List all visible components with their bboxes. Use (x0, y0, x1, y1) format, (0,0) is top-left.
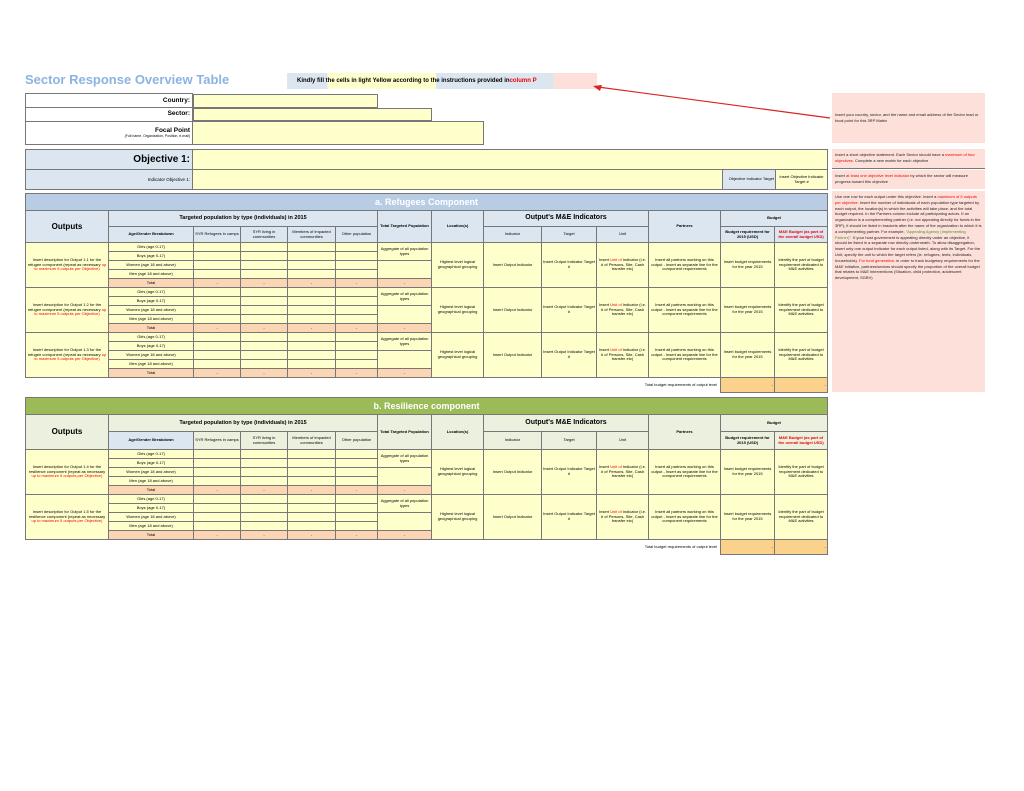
age-gender-label: Boys (age 0-17) (109, 342, 194, 351)
population-input[interactable] (288, 360, 336, 369)
population-input[interactable] (288, 468, 336, 477)
total-me-budget-value: - (775, 378, 828, 393)
population-type-header: SYR living in communities (241, 227, 288, 243)
population-input[interactable] (241, 360, 288, 369)
age-gender-label: Total (109, 486, 194, 495)
note-text-red: maximum of four objectives. (835, 152, 975, 163)
unit-text-red: Unit of (610, 508, 622, 514)
population-total: - (288, 531, 336, 540)
partners-header: Partners (649, 415, 721, 450)
age-gender-label: Men (age 18 and above) (109, 477, 194, 486)
population-input[interactable] (241, 351, 288, 360)
population-input[interactable] (288, 252, 336, 261)
population-type-header: Other population (336, 432, 378, 450)
population-input[interactable] (241, 252, 288, 261)
unit-input[interactable] (597, 288, 649, 333)
me-indicators-header: Output's M&E Indicators (484, 211, 649, 227)
unit-input[interactable] (597, 333, 649, 378)
total-population-cell: Aggregate of all population types (378, 333, 432, 351)
location-input[interactable]: Highest level logical geographical grouping (432, 450, 484, 495)
population-input[interactable] (241, 243, 288, 252)
population-input[interactable] (194, 351, 241, 360)
note-text: Insert the number of individuals of each population type targeted by each output, the location(s) in which the activities will take place, and the total budget required. In the Partners column include all participating actors. If an organization is a complementing partner (i.e. not appealing directly for funds in the 3RP), it should be listed in brackets after the name of the organization to which it is a complementing partner. For example, (835, 199, 982, 234)
age-gender-label: Women (age 18 and above) (109, 261, 194, 270)
output-description-note: up to maximum 5 outputs per Objective) (34, 351, 107, 362)
total-population-cell (378, 261, 432, 279)
table-row (26, 450, 828, 459)
population-total: - (336, 531, 378, 540)
population-input[interactable] (194, 333, 241, 342)
population-total: - (336, 324, 378, 333)
population-total: - (336, 369, 378, 378)
population-input[interactable] (241, 342, 288, 351)
population-input[interactable] (288, 459, 336, 468)
indicator-input[interactable]: Insert Output Indicator (484, 243, 542, 288)
population-input[interactable] (241, 450, 288, 459)
objective-target-input[interactable]: Insert Objective Indicator Target # (776, 170, 828, 190)
unit-text: Insert (599, 256, 611, 262)
indicator-input[interactable]: Insert Output Indicator (484, 288, 542, 333)
population-input[interactable] (336, 252, 378, 261)
population-total: - (241, 279, 288, 288)
objective-input[interactable] (193, 150, 828, 170)
me-budget-input[interactable]: Identify the part of budget requirement dedicated to M&E activities (775, 288, 828, 333)
age-gender-label: Men (age 18 and above) (109, 522, 194, 531)
note-header: Insert your country, sector, and the name and email address of the Sector lead or focal point for this 3RP Matrix (832, 93, 985, 143)
note-text: Complete a new matrix for each objective (853, 157, 929, 163)
age-gender-label: Women (age 18 and above) (109, 513, 194, 522)
population-input[interactable] (241, 468, 288, 477)
objective-table (25, 149, 828, 190)
budget-input[interactable]: Insert budget requirements for the year 2015 (721, 243, 775, 288)
population-type-header: SYR living in communities (241, 432, 288, 450)
population-input[interactable] (194, 252, 241, 261)
note-indicator (832, 170, 985, 189)
output-description[interactable] (26, 450, 109, 495)
age-gender-label: Boys (age 0-17) (109, 252, 194, 261)
me-budget-input[interactable]: Identify the part of budget requirement dedicated to M&E activities (775, 243, 828, 288)
instruction-banner (287, 73, 597, 89)
focal-point-label (26, 121, 193, 144)
resilience-component (25, 397, 828, 555)
note-outputs (832, 191, 985, 392)
country-input[interactable] (193, 94, 378, 108)
partners-input[interactable]: Insert all partners working on this output - Insert as separate line for the component requirements (649, 495, 721, 540)
objective-label: Objective 1: (26, 150, 193, 170)
unit-text: Insert (599, 301, 611, 307)
output-description[interactable] (26, 288, 109, 333)
location-input[interactable]: Highest level logical geographical grouping (432, 495, 484, 540)
population-input[interactable] (288, 450, 336, 459)
population-input[interactable] (288, 288, 336, 297)
population-input[interactable] (288, 495, 336, 504)
population-input[interactable] (194, 288, 241, 297)
target-header: Target (542, 227, 597, 243)
output-description-text: Insert description for Output 1.2 for the refugee component (repeat as necessary (27, 301, 102, 312)
population-input[interactable] (241, 504, 288, 513)
objective-target-label: Objective Indicator Target (723, 170, 776, 190)
total-budget-label: Total budget requirements of output level (644, 543, 717, 549)
population-input[interactable] (241, 522, 288, 531)
output-description-text: Insert description for Output 1.5 for the resilience component (repeat as necessary (28, 508, 106, 519)
partners-input[interactable]: Insert all partners working on this output - Insert as separate line for the component requirements (649, 288, 721, 333)
total-budget-label: Total budget requirements of output level (644, 381, 717, 387)
budget-header: Budget (721, 415, 828, 432)
population-input[interactable] (288, 270, 336, 279)
instruction-text: Kindly fill the cells in light Yellow according to the instructions provided in (297, 78, 510, 84)
unit-input[interactable] (597, 495, 649, 540)
population-total: - (336, 486, 378, 495)
age-gender-label: Women (age 18 and above) (109, 351, 194, 360)
total-budget-value: - (721, 540, 775, 555)
table-row (26, 495, 828, 504)
population-input[interactable] (336, 342, 378, 351)
indicator-input[interactable]: Insert Output Indicator (484, 333, 542, 378)
unit-text-red: Unit of (610, 256, 622, 262)
budget-header: Budget (721, 211, 828, 227)
focal-point-input[interactable] (193, 121, 484, 144)
unit-header: Unit (597, 432, 649, 450)
population-input[interactable] (288, 504, 336, 513)
age-gender-label: Girls (age 0-17) (109, 333, 194, 342)
age-gender-label: Total (109, 531, 194, 540)
population-input[interactable] (194, 513, 241, 522)
location-input[interactable]: Highest level logical geographical grouping (432, 288, 484, 333)
population-input[interactable] (194, 342, 241, 351)
total-population-cell: Aggregate of all population types (378, 495, 432, 513)
indicator-header: Indicator (484, 432, 542, 450)
population-input[interactable] (288, 477, 336, 486)
target-input[interactable]: Insert Output Indicator Target # (542, 288, 597, 333)
me-indicators-header: Output's M&E Indicators (484, 415, 649, 432)
note-text: by which the sector will measure progress toward this objective (835, 173, 968, 184)
budget-input[interactable]: Insert budget requirements for the year 2015 (721, 288, 775, 333)
population-total: - (194, 486, 241, 495)
population-input[interactable] (241, 333, 288, 342)
population-input[interactable] (194, 306, 241, 315)
header-form (25, 93, 484, 145)
partners-input[interactable]: Insert all partners working on this output - Insert as separate line for the component requirements (649, 243, 721, 288)
age-gender-header: Age/Gender Breakdown (109, 432, 194, 450)
population-input[interactable] (336, 243, 378, 252)
unit-text: Insert (599, 463, 611, 469)
population-input[interactable] (194, 504, 241, 513)
population-input[interactable] (336, 495, 378, 504)
age-gender-label: Girls (age 0-17) (109, 450, 194, 459)
population-input[interactable] (336, 315, 378, 324)
total-population-total: - (378, 531, 432, 540)
population-type-header: Members of impacted communities (288, 432, 336, 450)
population-input[interactable] (336, 333, 378, 342)
population-total: - (288, 369, 336, 378)
indicator-input[interactable]: Insert Output Indicator (484, 495, 542, 540)
population-total: - (336, 279, 378, 288)
targeted-population-header: Targeted population by type (individuals) in 2015 (109, 415, 378, 432)
output-description-text: Insert description for Output 1.4 for the resilience component (repeat as necessary (28, 463, 106, 474)
table-row (26, 333, 828, 342)
age-gender-label: Boys (age 0-17) (109, 504, 194, 513)
partners-input[interactable]: Insert all partners working on this output - Insert as separate line for the component requirements (649, 333, 721, 378)
component-table (25, 193, 828, 393)
age-gender-label: Women (age 18 and above) (109, 306, 194, 315)
population-total: - (241, 324, 288, 333)
population-input[interactable] (241, 459, 288, 468)
location-header: Location(s) (432, 211, 484, 243)
age-gender-label: Men (age 18 and above) (109, 270, 194, 279)
unit-text-red: Unit of (610, 463, 622, 469)
output-description-text: Insert description for Output 1.3 for the refugee component (repeat as necessary (27, 346, 102, 357)
note-text: Insert a short objective statement. Each Sector should have a (835, 152, 946, 157)
arrow-icon (590, 82, 835, 122)
total-population-cell: Aggregate of all population types (378, 450, 432, 468)
population-total: - (288, 486, 336, 495)
unit-text: Indicator (i.e. # of Persons, Site, Cash transfer etc) (600, 256, 646, 272)
total-population-cell: Aggregate of all population types (378, 243, 432, 261)
population-input[interactable] (194, 522, 241, 531)
population-input[interactable] (194, 243, 241, 252)
population-total: - (194, 324, 241, 333)
population-input[interactable] (241, 495, 288, 504)
instruction-highlight: column P (509, 78, 537, 84)
population-input[interactable] (194, 261, 241, 270)
component-title: a. Refugees Component (26, 194, 828, 211)
population-input[interactable] (194, 477, 241, 486)
population-input[interactable] (194, 360, 241, 369)
target-input[interactable]: Insert Output Indicator Target # (542, 450, 597, 495)
population-type-header: Other population (336, 227, 378, 243)
age-gender-label: Total (109, 324, 194, 333)
population-input[interactable] (336, 270, 378, 279)
total-population-header: Total Targeted Population (378, 211, 432, 243)
table-row (26, 288, 828, 297)
outputs-header: Outputs (26, 415, 109, 450)
unit-text: Insert (599, 508, 611, 514)
country-label: Country: (26, 94, 193, 108)
note-text-red: at least one objective level indicator (846, 173, 910, 178)
unit-text: Insert (599, 346, 611, 352)
note-objective (832, 149, 985, 169)
population-input[interactable] (288, 315, 336, 324)
sector-input[interactable] (193, 108, 432, 121)
population-type-header: SYR Refugees in camps (194, 432, 241, 450)
age-gender-label: Boys (age 0-17) (109, 459, 194, 468)
focal-point-subtitle: (Full name, Organization, Position, e-mail) (124, 134, 190, 139)
me-budget-header: M&E Budget (as part of the overall budget USD) (775, 227, 828, 243)
output-description-note: up to maximum 5 outputs per Objective) (34, 261, 107, 272)
population-input[interactable] (336, 459, 378, 468)
unit-header: Unit (597, 227, 649, 243)
note-text: Use one row for each output under this objective. Insert a (835, 194, 938, 199)
indicator-objective-input[interactable] (193, 170, 723, 190)
population-input[interactable] (241, 315, 288, 324)
total-budget-value: - (721, 378, 775, 393)
total-population-cell (378, 513, 432, 531)
note-text-red: For fund generation, (859, 257, 896, 263)
population-total: - (194, 369, 241, 378)
note-text-red: maximum of 5 outputs per objective. (835, 194, 977, 205)
targeted-population-header: Targeted population by type (individuals) in 2015 (109, 211, 378, 227)
population-input[interactable] (194, 468, 241, 477)
age-gender-label: Total (109, 279, 194, 288)
outputs-header: Outputs (26, 211, 109, 243)
refugees-component (25, 193, 828, 393)
population-input[interactable] (194, 270, 241, 279)
population-input[interactable] (194, 450, 241, 459)
population-input[interactable] (288, 342, 336, 351)
output-description-note: up to maximum 5 outputs per Objective) (34, 306, 107, 317)
total-population-header: Total Targeted Population (378, 415, 432, 450)
population-input[interactable] (336, 522, 378, 531)
population-input[interactable] (241, 270, 288, 279)
population-input[interactable] (241, 261, 288, 270)
population-input[interactable] (241, 297, 288, 306)
output-description[interactable] (26, 495, 109, 540)
output-description-note: up to maximum 5 outputs per Objective) (31, 473, 103, 479)
note-text: If your host government is appealing directly under an objective, it should be listed in a separate row directly underneath. To allow disaggregation, insert only one output indicator for each output listed, along with its Target. For the Unit, specify the unit to which the target refers (ie. refugees, tents, individuals, households). (835, 234, 981, 263)
population-input[interactable] (288, 522, 336, 531)
target-input[interactable]: Insert Output Indicator Target # (542, 333, 597, 378)
me-budget-input[interactable]: Identify the part of budget requirement dedicated to M&E activities (775, 333, 828, 378)
population-type-header: Members of impacted communities (288, 227, 336, 243)
me-budget-header: M&E Budget (as part of the overall budget USD) (775, 432, 828, 450)
unit-input[interactable] (597, 450, 649, 495)
unit-text: Indicator (i.e. # of Persons, Site, Cash transfer etc) (600, 346, 646, 362)
indicator-objective-label: Indicator Objective 1: (26, 170, 193, 190)
target-input[interactable]: Insert Output Indicator Target # (542, 495, 597, 540)
component-table (25, 397, 828, 555)
population-input[interactable] (336, 351, 378, 360)
note-text: in order to track budgetary requirements for the M&E initiative, partners/sectors should specify the proportion of the overall budget that relates to M&E interventions (Situation, child protection, adolescent development, SGBV) (835, 257, 980, 281)
population-input[interactable] (336, 450, 378, 459)
population-input[interactable] (241, 288, 288, 297)
budget-input[interactable]: Insert budget requirements for the year 2015 (721, 333, 775, 378)
population-total: - (288, 324, 336, 333)
population-total: - (194, 279, 241, 288)
indicator-header: Indicator (484, 227, 542, 243)
population-input[interactable] (288, 351, 336, 360)
total-population-cell (378, 468, 432, 486)
population-input[interactable] (288, 333, 336, 342)
note-text-green: "Appealing Agency (Implementing Partner)". (835, 228, 966, 240)
target-input[interactable]: Insert Output Indicator Target # (542, 243, 597, 288)
population-input[interactable] (241, 306, 288, 315)
me-budget-input[interactable]: Identify the part of budget requirement dedicated to M&E activities (775, 450, 828, 495)
population-input[interactable] (336, 360, 378, 369)
output-description-note: up to maximum 5 outputs per Objective) (31, 518, 103, 524)
budget-input[interactable]: Insert budget requirements for the year 2015 (721, 450, 775, 495)
unit-text: Indicator (i.e. # of Persons, Site, Cash transfer etc) (600, 463, 646, 479)
population-input[interactable] (336, 306, 378, 315)
population-input[interactable] (288, 306, 336, 315)
target-header: Target (542, 432, 597, 450)
population-total: - (241, 486, 288, 495)
unit-text: Indicator (i.e. # of Persons, Site, Cash transfer etc) (600, 301, 646, 317)
population-total: - (194, 531, 241, 540)
population-input[interactable] (194, 315, 241, 324)
population-input[interactable] (336, 288, 378, 297)
location-input[interactable]: Highest level logical geographical grouping (432, 243, 484, 288)
note-text: Insert (835, 173, 847, 178)
total-me-budget-value: - (775, 540, 828, 555)
output-description[interactable] (26, 333, 109, 378)
unit-text-red: Unit of (610, 346, 622, 352)
unit-text: Indicator (i.e. # of Persons, Site, Cash transfer etc) (600, 508, 646, 524)
age-gender-label: Men (age 18 and above) (109, 360, 194, 369)
age-gender-label: Men (age 18 and above) (109, 315, 194, 324)
population-input[interactable] (336, 261, 378, 270)
total-population-total: - (378, 279, 432, 288)
total-population-cell (378, 351, 432, 369)
partners-header: Partners (649, 211, 721, 243)
total-population-cell (378, 306, 432, 324)
population-input[interactable] (288, 243, 336, 252)
age-gender-label: Girls (age 0-17) (109, 288, 194, 297)
population-input[interactable] (288, 297, 336, 306)
focal-point-title: Focal Point (154, 126, 190, 134)
location-input[interactable]: Highest level logical geographical grouping (432, 333, 484, 378)
population-input[interactable] (336, 468, 378, 477)
component-title: b. Resilience component (26, 398, 828, 415)
age-gender-header: Age/Gender Breakdown (109, 227, 194, 243)
population-input[interactable] (194, 495, 241, 504)
age-gender-label: Girls (age 0-17) (109, 243, 194, 252)
indicator-input[interactable]: Insert Output Indicator (484, 450, 542, 495)
population-input[interactable] (288, 261, 336, 270)
population-input[interactable] (336, 513, 378, 522)
population-input[interactable] (241, 513, 288, 522)
population-total: - (241, 369, 288, 378)
location-header: Location(s) (432, 415, 484, 450)
age-gender-label: Women (age 18 and above) (109, 468, 194, 477)
age-gender-label: Boys (age 0-17) (109, 297, 194, 306)
age-gender-label: Girls (age 0-17) (109, 495, 194, 504)
total-population-total: - (378, 324, 432, 333)
output-description[interactable] (26, 243, 109, 288)
population-input[interactable] (194, 459, 241, 468)
age-gender-label: Total (109, 369, 194, 378)
total-population-total: - (378, 486, 432, 495)
population-type-header: SYR Refugees in camps (194, 227, 241, 243)
population-input[interactable] (194, 297, 241, 306)
table-row (26, 243, 828, 252)
sector-label: Sector: (26, 108, 193, 122)
total-population-cell: Aggregate of all population types (378, 288, 432, 306)
budget-requirement-header: Budget requirement for 2015 (USD) (721, 227, 775, 243)
population-input[interactable] (336, 477, 378, 486)
unit-text-red: Unit of (610, 301, 622, 307)
population-total: - (241, 531, 288, 540)
budget-input[interactable]: Insert budget requirements for the year 2015 (721, 495, 775, 540)
page-title: Sector Response Overview Table (25, 72, 230, 87)
population-input[interactable] (288, 513, 336, 522)
population-input[interactable] (336, 297, 378, 306)
total-population-total: - (378, 369, 432, 378)
output-description-text: Insert description for Output 1.1 for the refugee component (repeat as necessary (27, 256, 102, 267)
population-total: - (288, 279, 336, 288)
budget-requirement-header: Budget requirement for 2015 (USD) (721, 432, 775, 450)
partners-input[interactable]: Insert all partners working on this output - Insert as separate line for the component requirements (649, 450, 721, 495)
population-input[interactable] (336, 504, 378, 513)
unit-input[interactable] (597, 243, 649, 288)
me-budget-input[interactable]: Identify the part of budget requirement dedicated to M&E activities (775, 495, 828, 540)
population-input[interactable] (241, 477, 288, 486)
